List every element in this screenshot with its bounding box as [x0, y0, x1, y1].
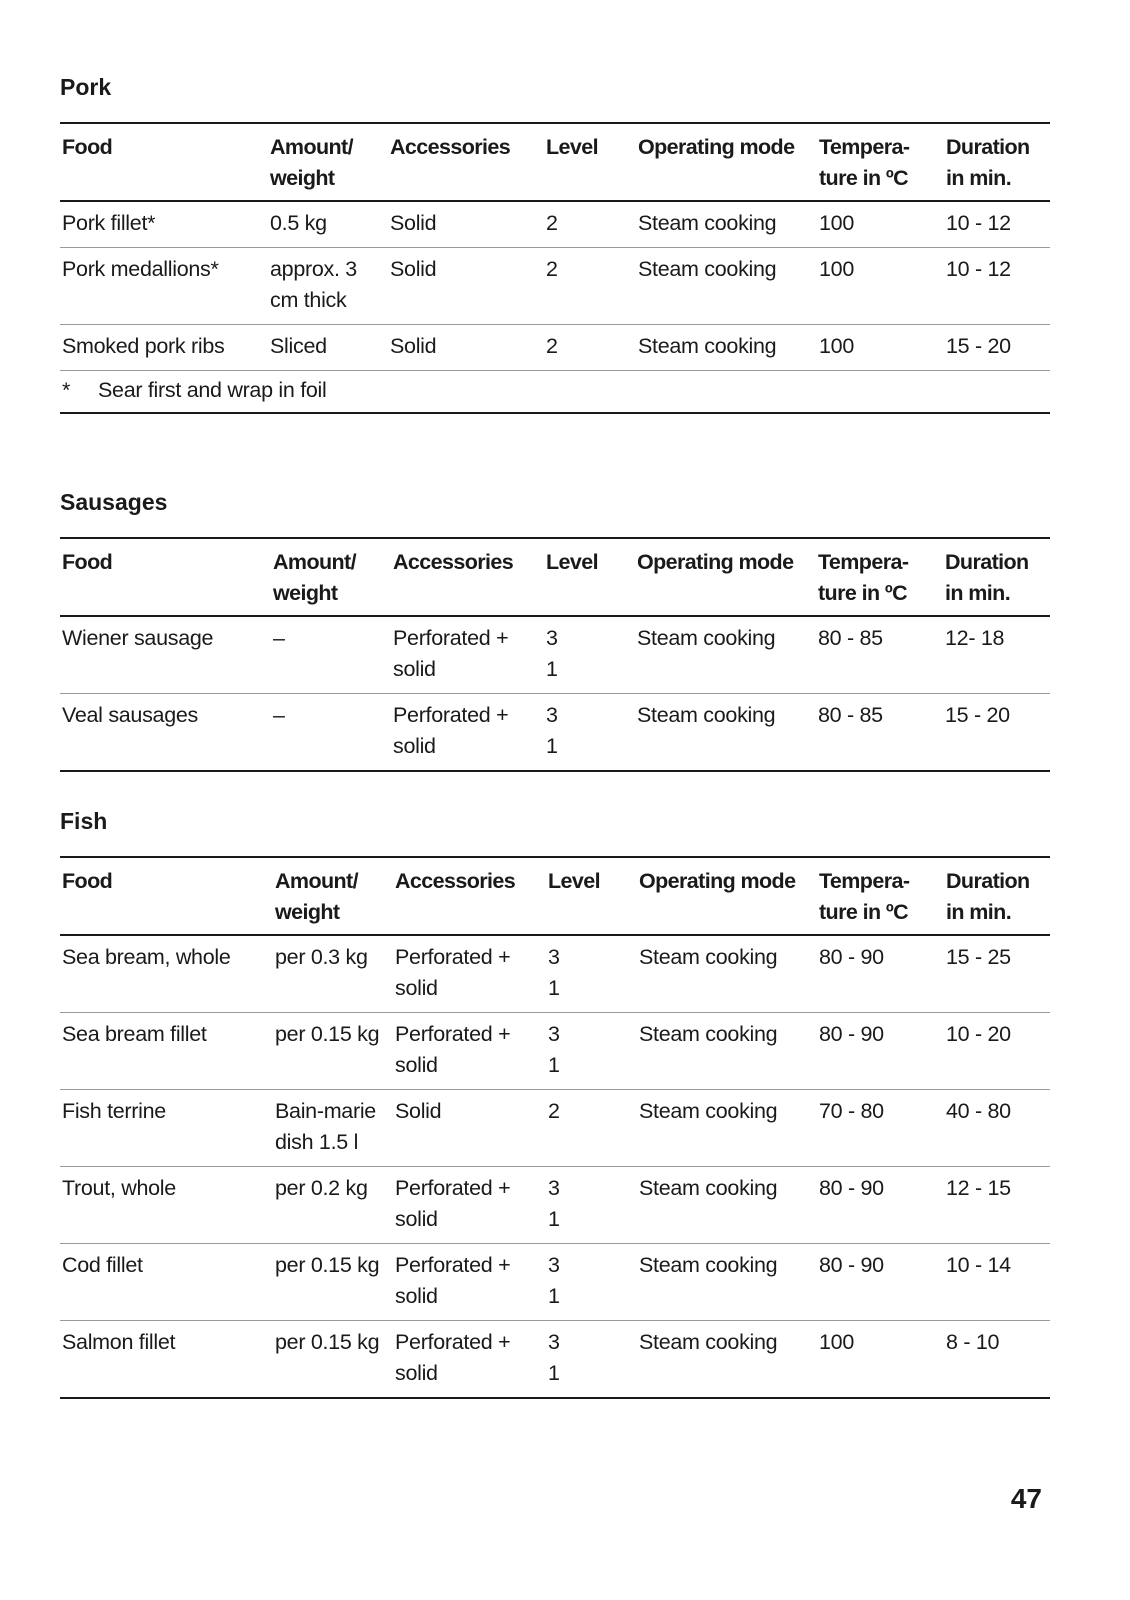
cell-duration: 15 - 25 [944, 935, 1050, 1013]
section-title: Fish [60, 808, 108, 834]
cell-temperature: 100 [817, 325, 944, 371]
column-header-food: Food [60, 538, 271, 616]
cell-level: 3 1 [546, 935, 637, 1013]
table-header-row [60, 857, 1050, 935]
cell-level: 2 [544, 325, 636, 371]
cell-mode: Steam cooking [636, 325, 817, 371]
cell-temperature: 100 [817, 248, 944, 325]
cell-food: Pork fillet* [60, 201, 268, 248]
table-header-row [60, 123, 1050, 201]
cell-accessories: Solid [388, 201, 544, 248]
cell-temperature: 100 [817, 201, 944, 248]
cell-amount: Sliced [268, 325, 388, 371]
cell-level: 3 1 [546, 1013, 637, 1090]
column-header-amount: Amount/ weight [273, 857, 393, 935]
section-sausages [60, 487, 1050, 772]
cell-duration: 10 - 14 [944, 1244, 1050, 1321]
column-header-food: Food [60, 123, 268, 201]
cell-accessories: Perforated + solid [393, 1167, 546, 1244]
table-row [60, 1013, 1050, 1090]
cell-amount: per 0.15 kg [273, 1244, 393, 1321]
cell-accessories: Solid [388, 248, 544, 325]
cell-duration: 10 - 12 [944, 248, 1050, 325]
cell-mode: Steam cooking [636, 248, 817, 325]
column-header-duration: Duration in min. [943, 538, 1050, 616]
cell-level: 3 1 [546, 1244, 637, 1321]
cell-accessories: Solid [388, 325, 544, 371]
fish-table [60, 856, 1050, 1399]
cell-accessories: Perforated + solid [393, 935, 546, 1013]
table-row [60, 201, 1050, 248]
cell-amount: Bain-marie dish 1.5 l [273, 1090, 393, 1167]
cell-temperature: 80 - 85 [816, 694, 943, 772]
cell-duration: 15 - 20 [944, 325, 1050, 371]
section-pork [60, 72, 1050, 414]
column-header-level: Level [544, 538, 635, 616]
column-header-temperature: Tempera- ture in ºC [817, 123, 944, 201]
cell-mode: Steam cooking [635, 616, 816, 694]
cell-mode: Steam cooking [637, 1013, 817, 1090]
cell-temperature: 80 - 90 [817, 1167, 944, 1244]
column-header-accessories: Accessories [391, 538, 544, 616]
footnote-text: Sear first and wrap in foil [98, 378, 327, 402]
table-row [60, 325, 1050, 371]
cell-amount: – [271, 616, 391, 694]
column-header-mode: Operating mode [637, 857, 817, 935]
cell-food: Cod fillet [60, 1244, 273, 1321]
cell-mode: Steam cooking [637, 1244, 817, 1321]
column-header-accessories: Accessories [393, 857, 546, 935]
footnote-row [60, 371, 1050, 414]
column-header-duration: Duration in min. [944, 857, 1050, 935]
cell-amount: per 0.15 kg [273, 1013, 393, 1090]
cell-temperature: 70 - 80 [817, 1090, 944, 1167]
cell-temperature: 80 - 90 [817, 1244, 944, 1321]
cell-temperature: 80 - 85 [816, 616, 943, 694]
cell-level: 2 [544, 201, 636, 248]
cell-level: 2 [546, 1090, 637, 1167]
cell-temperature: 80 - 90 [817, 935, 944, 1013]
section-title: Sausages [60, 489, 168, 515]
cell-accessories: Perforated + solid [391, 616, 544, 694]
cell-amount: – [271, 694, 391, 772]
cell-amount: approx. 3 cm thick [268, 248, 388, 325]
cell-duration: 10 - 12 [944, 201, 1050, 248]
cell-food: Sea bream, whole [60, 935, 273, 1013]
cell-food: Sea bream fillet [60, 1013, 273, 1090]
section-title: Pork [60, 74, 112, 100]
column-header-level: Level [546, 857, 637, 935]
cell-food: Trout, whole [60, 1167, 273, 1244]
table-row [60, 616, 1050, 694]
cell-level: 2 [544, 248, 636, 325]
sausages-table [60, 537, 1050, 772]
column-header-level: Level [544, 123, 636, 201]
cell-duration: 15 - 20 [943, 694, 1050, 772]
column-header-accessories: Accessories [388, 123, 544, 201]
column-header-duration: Duration in min. [944, 123, 1050, 201]
table-header-row [60, 538, 1050, 616]
cell-amount: per 0.2 kg [273, 1167, 393, 1244]
cell-food: Wiener sausage [60, 616, 271, 694]
cell-amount: per 0.15 kg [273, 1321, 393, 1399]
column-header-mode: Operating mode [635, 538, 816, 616]
table-row [60, 1090, 1050, 1167]
cell-duration: 40 - 80 [944, 1090, 1050, 1167]
cell-amount: 0.5 kg [268, 201, 388, 248]
column-header-mode: Operating mode [636, 123, 817, 201]
footnote-marker: * [62, 378, 71, 402]
cell-food: Fish terrine [60, 1090, 273, 1167]
footnote [60, 371, 1050, 414]
cell-accessories: Perforated + solid [393, 1244, 546, 1321]
table-row [60, 248, 1050, 325]
page-number: 47 [1010, 1483, 1042, 1514]
column-header-food: Food [60, 857, 273, 935]
cell-temperature: 100 [817, 1321, 944, 1399]
table-row [60, 935, 1050, 1013]
table-row [60, 1244, 1050, 1321]
cell-mode: Steam cooking [637, 1321, 817, 1399]
cell-accessories: Perforated + solid [391, 694, 544, 772]
cell-mode: Steam cooking [637, 935, 817, 1013]
cell-duration: 8 - 10 [944, 1321, 1050, 1399]
cell-amount: per 0.3 kg [273, 935, 393, 1013]
cell-mode: Steam cooking [637, 1090, 817, 1167]
column-header-amount: Amount/ weight [268, 123, 388, 201]
cell-duration: 12 - 15 [944, 1167, 1050, 1244]
cell-food: Pork medallions* [60, 248, 268, 325]
table-row [60, 1321, 1050, 1399]
column-header-temperature: Tempera- ture in ºC [817, 857, 944, 935]
cell-level: 3 1 [546, 1167, 637, 1244]
cell-temperature: 80 - 90 [817, 1013, 944, 1090]
cell-accessories: Solid [393, 1090, 546, 1167]
cell-duration: 10 - 20 [944, 1013, 1050, 1090]
cell-mode: Steam cooking [636, 201, 817, 248]
cell-mode: Steam cooking [635, 694, 816, 772]
table-row [60, 694, 1050, 772]
cell-level: 3 1 [544, 694, 635, 772]
cell-accessories: Perforated + solid [393, 1321, 546, 1399]
cell-food: Smoked pork ribs [60, 325, 268, 371]
column-header-amount: Amount/ weight [271, 538, 391, 616]
cell-level: 3 1 [544, 616, 635, 694]
pork-table [60, 122, 1050, 414]
cell-mode: Steam cooking [637, 1167, 817, 1244]
cell-duration: 12- 18 [943, 616, 1050, 694]
table-row [60, 1167, 1050, 1244]
cell-food: Salmon fillet [60, 1321, 273, 1399]
cell-accessories: Perforated + solid [393, 1013, 546, 1090]
section-fish [60, 806, 1050, 1399]
cell-food: Veal sausages [60, 694, 271, 772]
cell-level: 3 1 [546, 1321, 637, 1399]
column-header-temperature: Tempera- ture in ºC [816, 538, 943, 616]
